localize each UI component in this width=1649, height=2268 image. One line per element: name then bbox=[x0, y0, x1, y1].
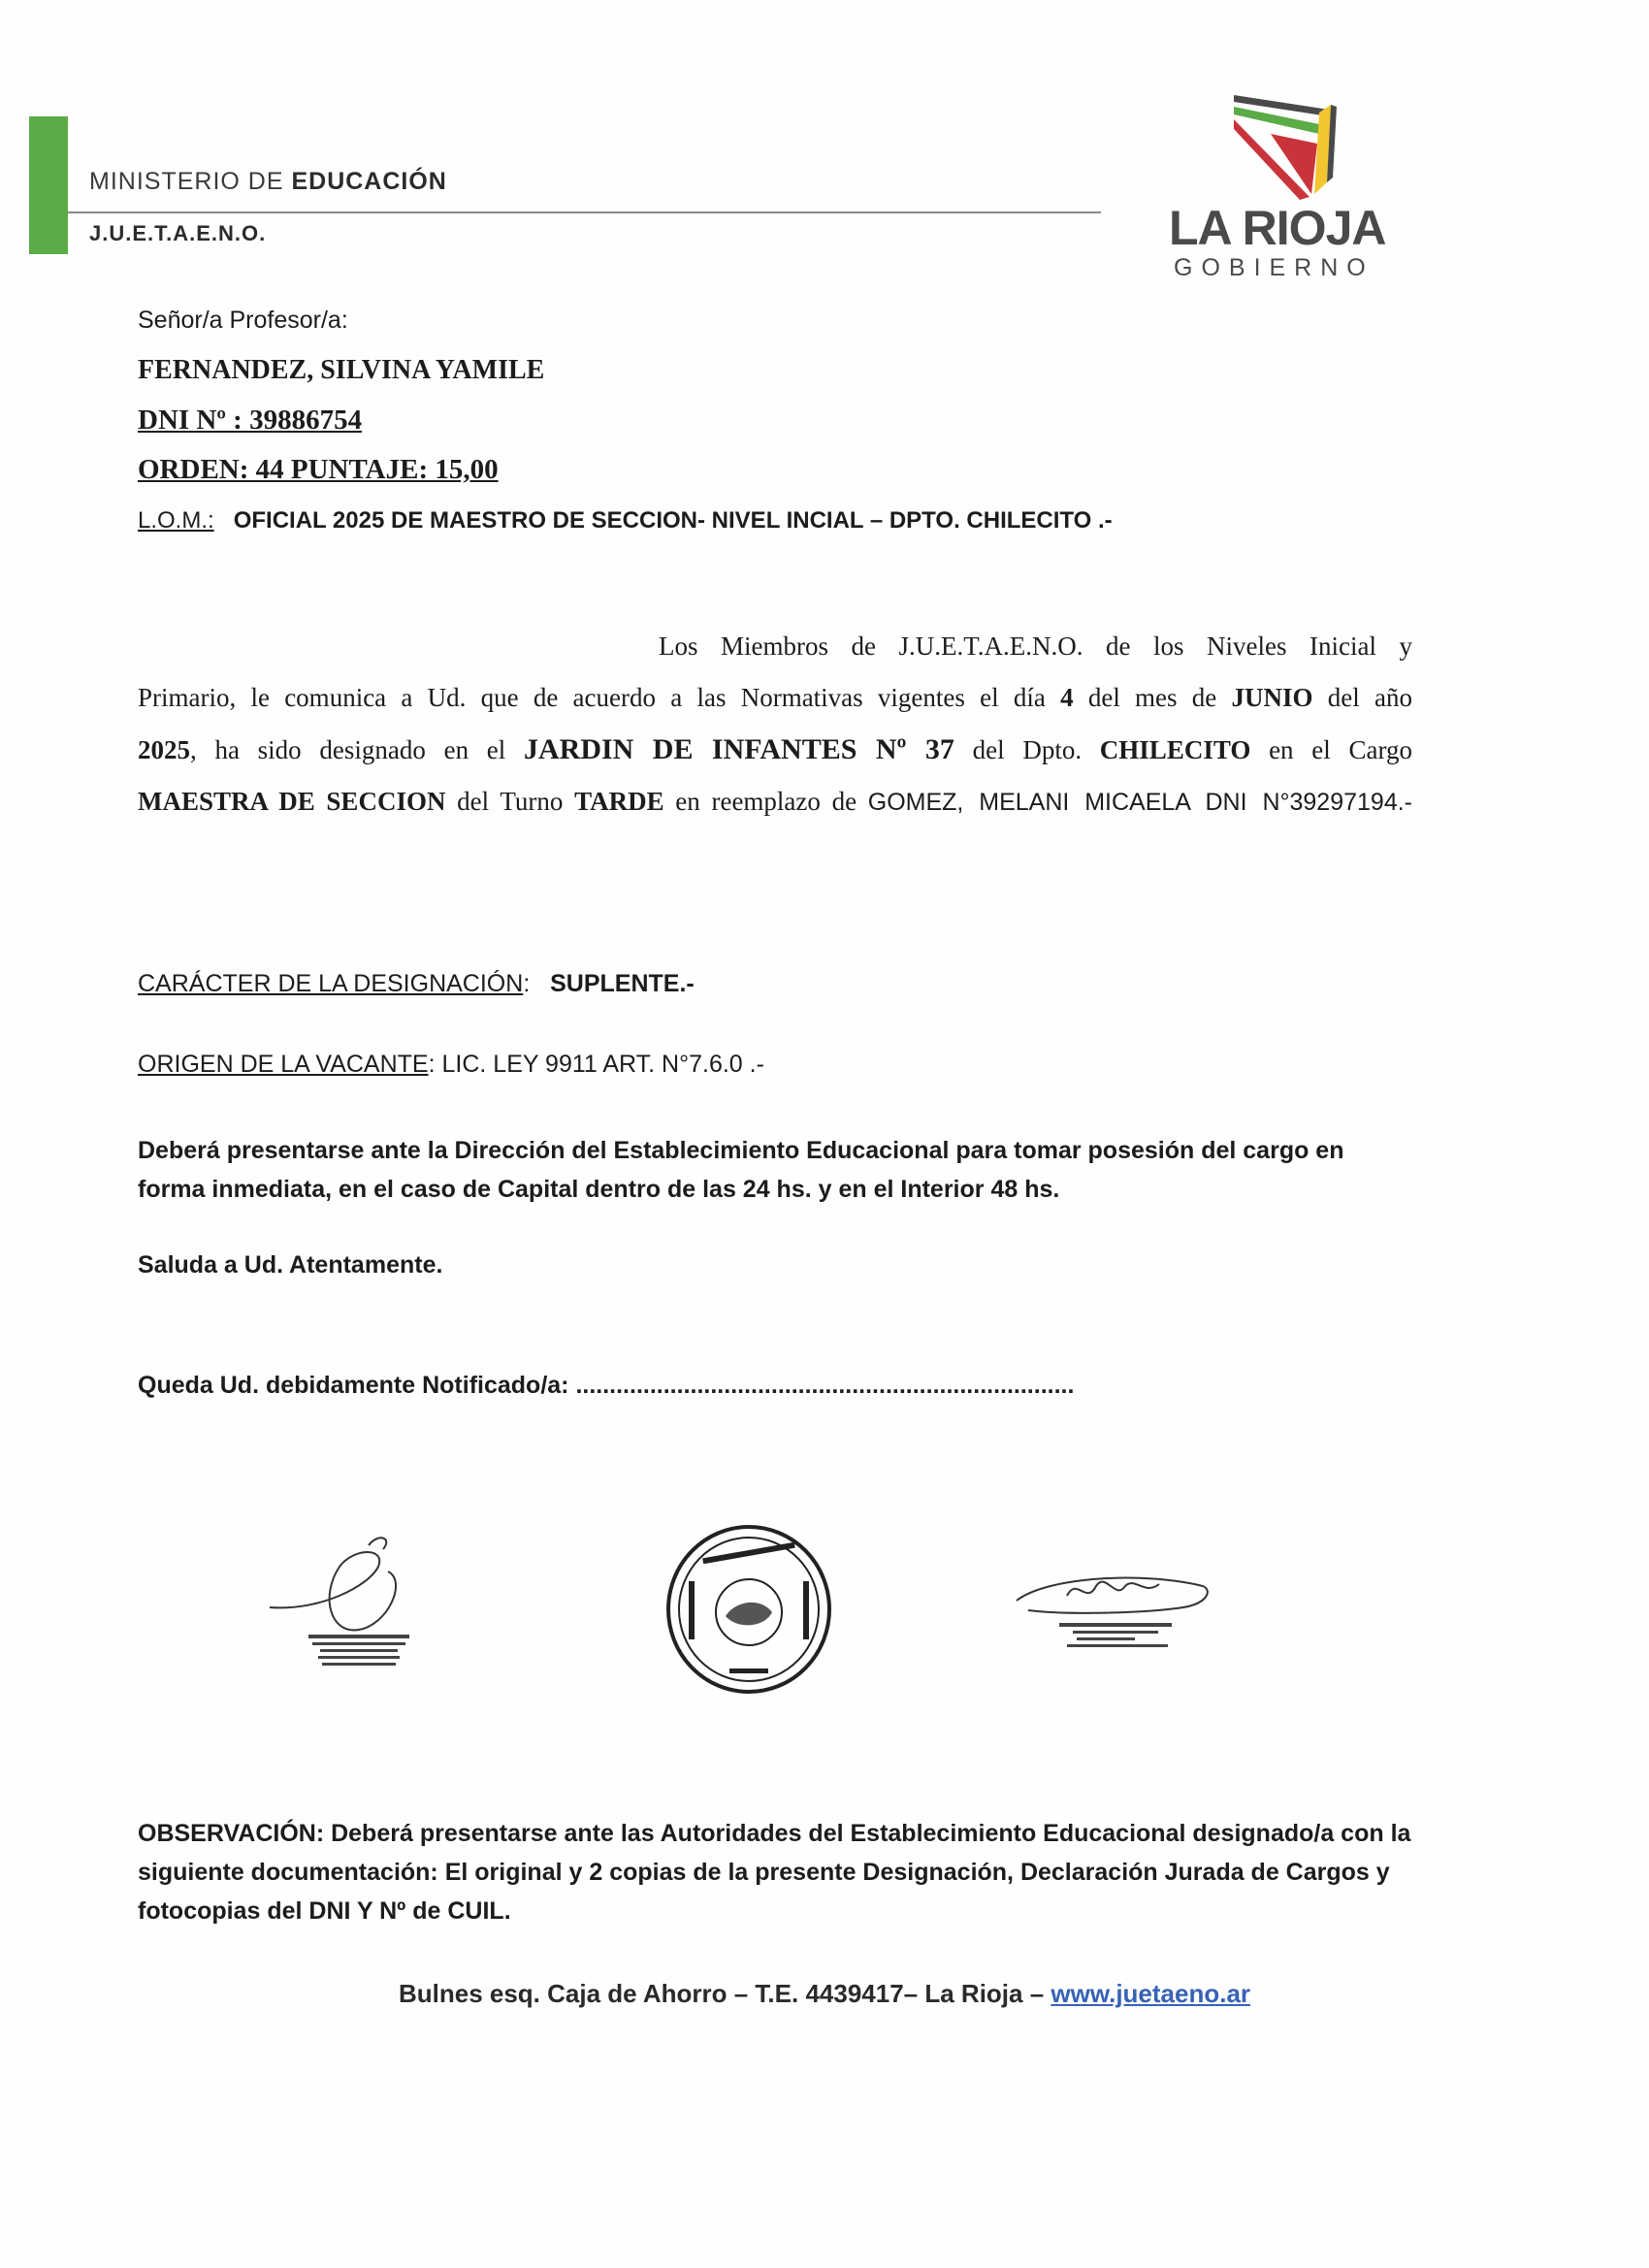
recipient-name: FERNANDEZ, SILVINA YAMILE bbox=[138, 355, 545, 385]
logo-name: LA RIOJA bbox=[1169, 201, 1386, 255]
lom-value: OFICIAL 2025 DE MAESTRO DE SECCION- NIVEL INCIAL – DPTO. CHILECITO .- bbox=[233, 507, 1113, 534]
paragraph-line-3: 2025, ha sido designado en el JARDIN DE INFANTES Nº 37 del Dpto. CHILECITO en el Cargo bbox=[138, 733, 1412, 765]
origen-value: LIC. LEY 9911 ART. N°7.6.0 .- bbox=[441, 1051, 764, 1078]
origen-line: ORIGEN DE LA VACANTE: LIC. LEY 9911 ART. N°7.6.0 .- bbox=[138, 1051, 764, 1078]
recipient-orden: ORDEN: 44 PUNTAJE: 15,00 bbox=[138, 454, 499, 485]
office-name: J.U.E.T.A.E.N.O. bbox=[89, 221, 267, 245]
observation bbox=[138, 1814, 1418, 1930]
salutation: Señor/a Profesor/a: bbox=[138, 307, 348, 334]
caracter-value: SUPLENTE.- bbox=[550, 970, 695, 997]
footer-contact: Bulnes esq. Caja de Ahorro – T.E. 4439417– La Rioja – www.juetaeno.ar bbox=[398, 1979, 1251, 2008]
header-rule bbox=[68, 211, 1101, 213]
ministry-title: MINISTERIO DE EDUCACIÓN bbox=[89, 168, 447, 195]
left-signature-icon bbox=[262, 1528, 456, 1683]
caracter-line: CARÁCTER DE LA DESIGNACIÓN: SUPLENTE.- bbox=[138, 970, 695, 997]
lom-line bbox=[138, 507, 1113, 535]
green-accent-bar bbox=[29, 116, 68, 254]
notification-line: Queda Ud. debidamente Notificado/a: .......................................................................... bbox=[138, 1372, 1075, 1399]
designation-paragraph bbox=[138, 621, 1412, 828]
logo-subtitle: GOBIERNO bbox=[1174, 254, 1374, 281]
observation-label: OBSERVACIÓN: bbox=[138, 1820, 325, 1847]
official-seal-icon bbox=[663, 1523, 834, 1696]
lom-label: L.O.M.: bbox=[138, 507, 214, 534]
right-signature-icon bbox=[1009, 1547, 1222, 1673]
website-link[interactable]: www.juetaeno.ar bbox=[1051, 1979, 1251, 2008]
observation-text: Deberá presentarse ante las Autoridades del Establecimiento Educacional designado/a con la siguiente documentación: El original y 2 copias de la presente Designación, Declaración Jurada de Cargos y fotocopias del DNI Y Nº de CUIL. bbox=[138, 1820, 1411, 1925]
presentarse-instructions: Deberá presentarse ante la Dirección del Establecimiento Educacional para tomar posesión del cargo en forma inmediata, en el caso de Capital dentro de las 24 hs. y en el Interior 48 hs. bbox=[138, 1137, 1344, 1203]
paragraph-line-4: MAESTRA DE SECCION del Turno TARDE en reemplazo de GOMEZ, MELANI MICAELA DNI N°39297194.- bbox=[138, 787, 1412, 816]
recipient-dni: DNI Nº : 39886754 bbox=[138, 405, 363, 436]
closing-greeting: Saluda a Ud. Atentamente. bbox=[138, 1251, 443, 1279]
paragraph-line-1: Los Miembros de J.U.E.T.A.E.N.O. de los Niveles Inicial y bbox=[659, 632, 1412, 661]
paragraph-line-2: Primario, le comunica a Ud. que de acuerdo a las Normativas vigentes el día 4 del mes de JUNIO del año bbox=[138, 683, 1412, 712]
